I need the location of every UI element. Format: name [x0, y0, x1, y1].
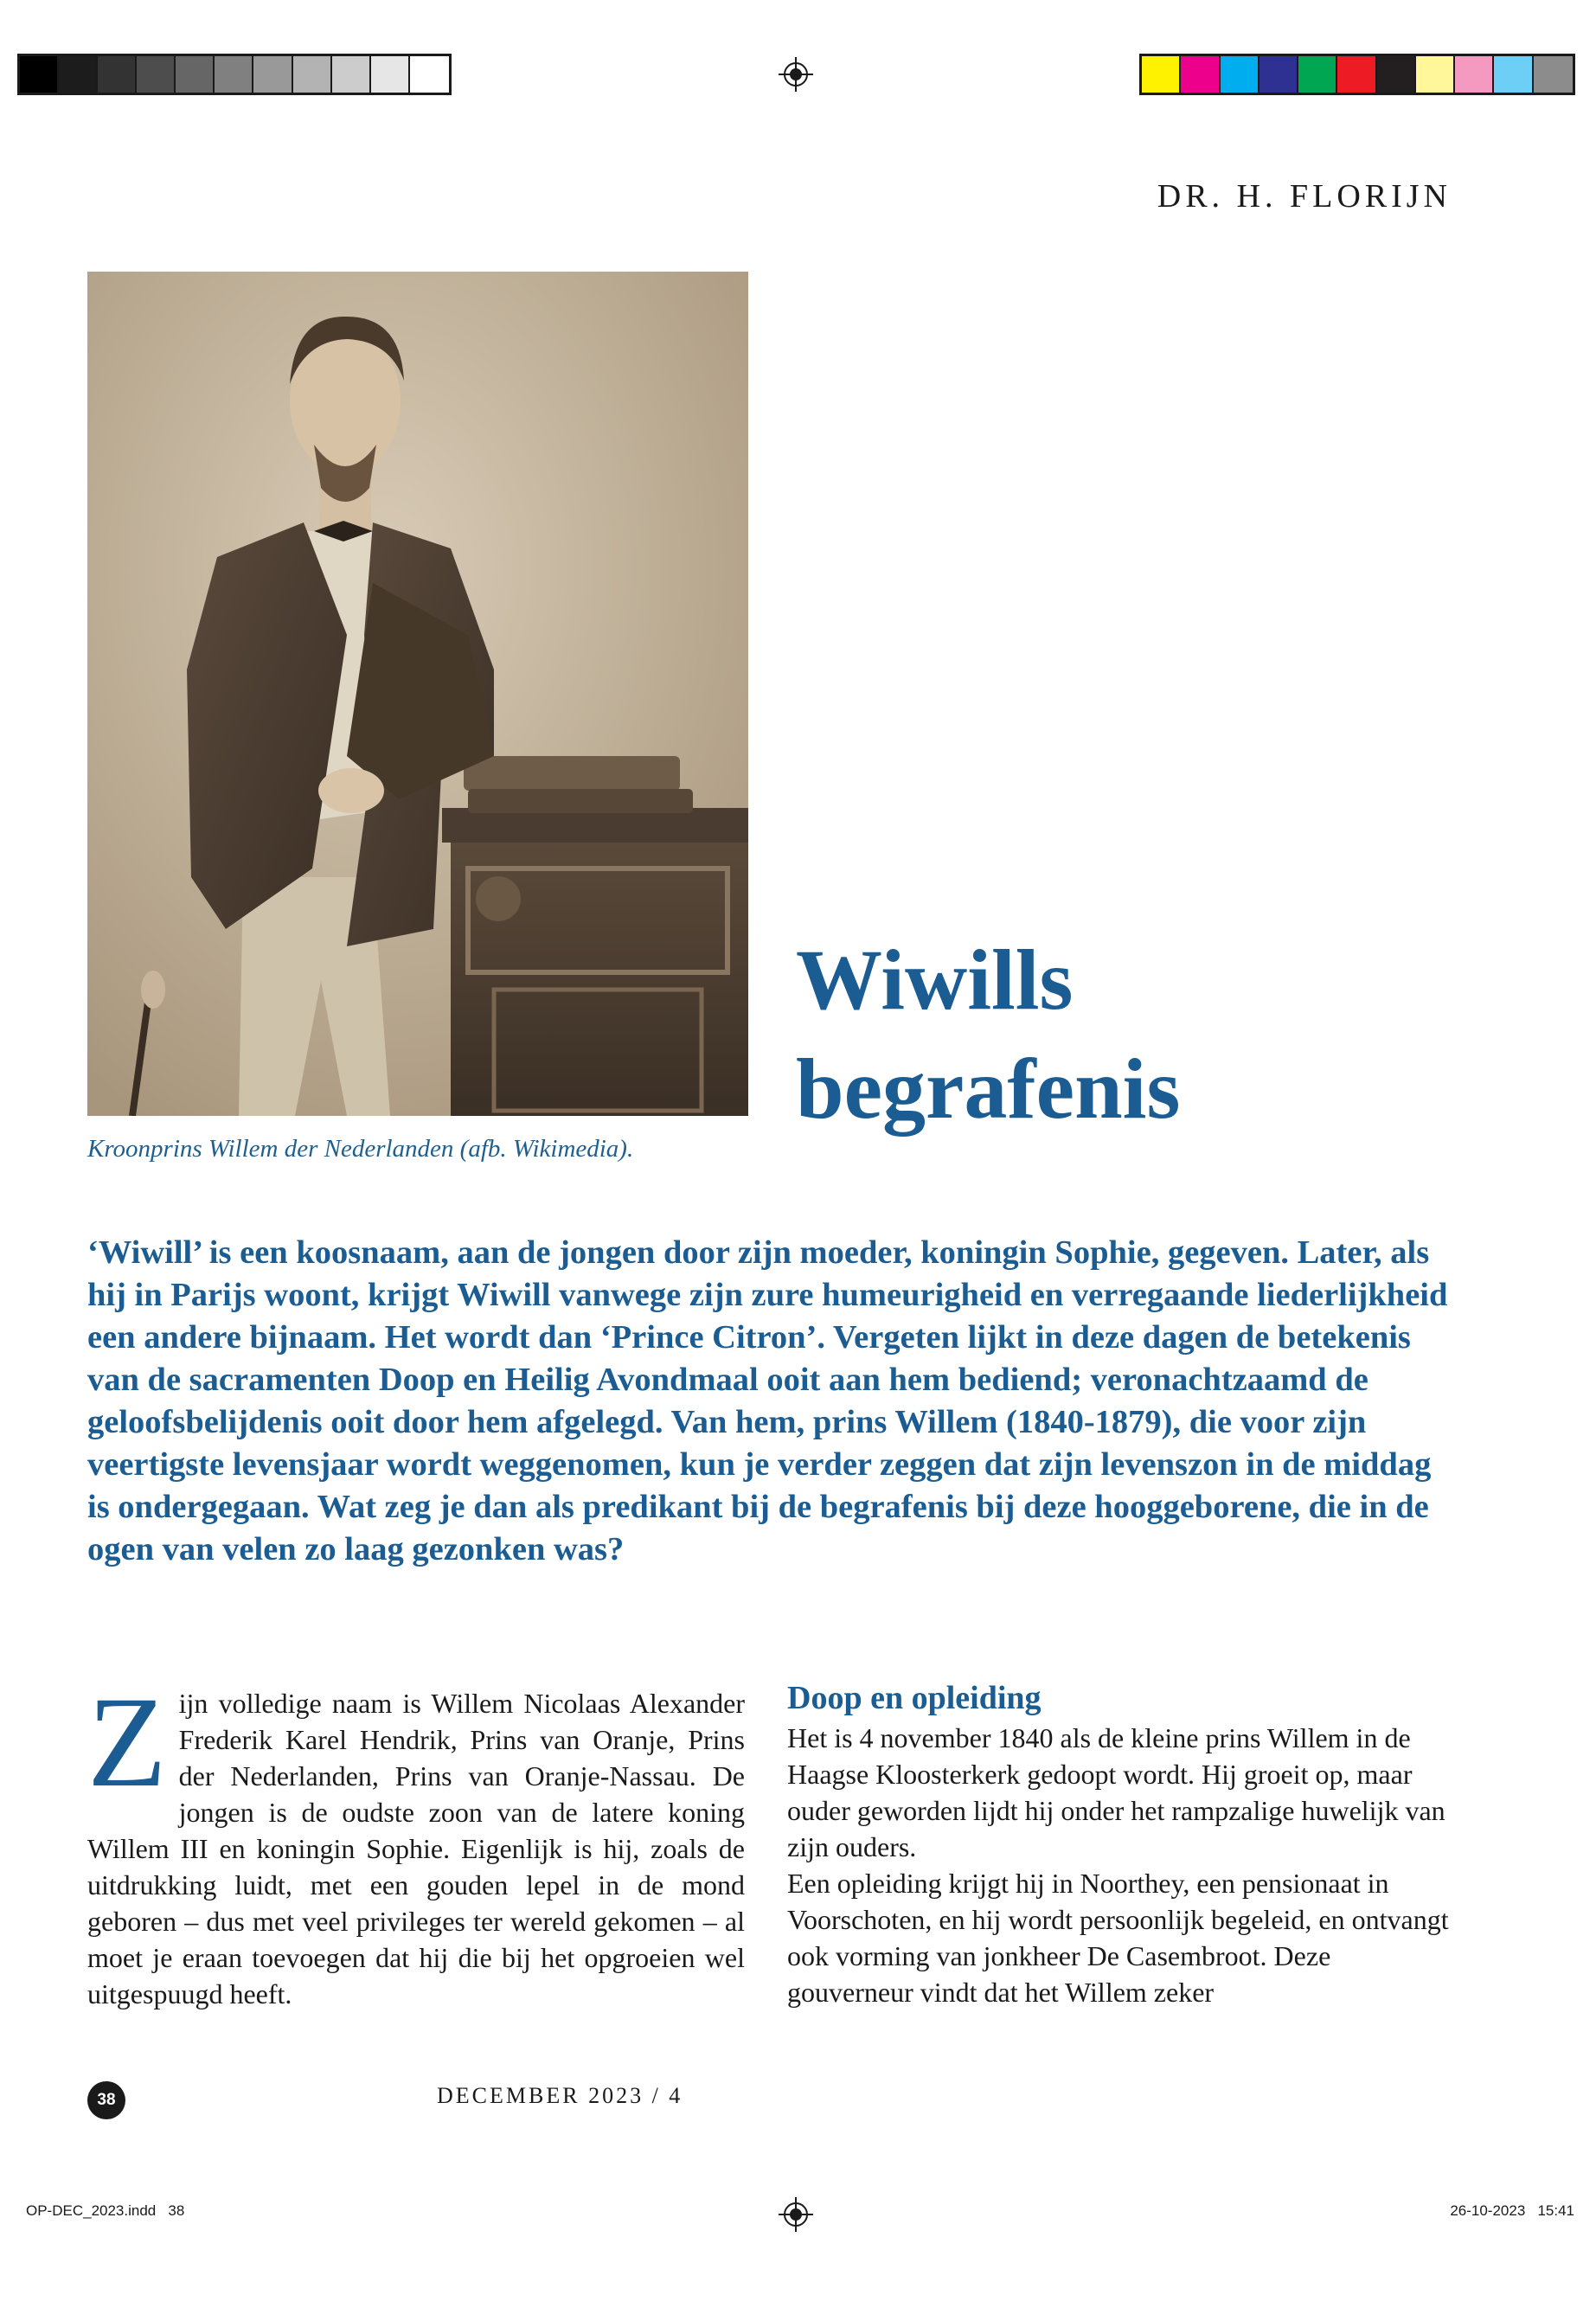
color-swatch	[1534, 56, 1573, 93]
color-swatch	[1181, 56, 1220, 93]
title-line-1: Wiwills	[796, 932, 1074, 1028]
color-swatch	[1337, 56, 1376, 93]
color-swatch	[1259, 56, 1298, 93]
color-calibration-bar	[1139, 54, 1575, 95]
registration-mark-bottom-icon	[779, 2197, 813, 2232]
gray-swatch	[137, 56, 176, 93]
color-swatch	[1455, 56, 1494, 93]
drop-cap: Z	[87, 1670, 167, 1814]
page-number-badge: 38	[87, 2081, 125, 2119]
color-swatch	[1416, 56, 1455, 93]
author-name: DR. H. FLORIJN	[1157, 178, 1452, 215]
gray-swatch	[59, 56, 98, 93]
body-paragraph-2: Een opleiding krijgt hij in Noorthey, een pensionaat in Voorschoten, en hij wordt persoonlijk begeleid, en ontvangt ook vorming van jonkheer De Casembroot. Deze gouverneur vindt dat het Willem zeker	[787, 1868, 1449, 2008]
gray-swatch	[20, 56, 59, 93]
body-column-1	[87, 1670, 745, 2012]
portrait-photo	[87, 272, 748, 1116]
body-paragraph-1: Het is 4 november 1840 als de kleine prins Willem in de Haagse Kloosterkerk gedoopt wordt. Hij groeit op, maar ouder geworden lijdt hij onder het rampzalige huwelijk van zijn ouders.	[787, 1722, 1445, 1862]
gray-swatch	[253, 56, 292, 93]
gray-swatch	[293, 56, 332, 93]
article-intro: ‘Wiwill’ is een koosnaam, aan de jongen door zijn moeder, koningin Sophie, gegeven. Later, als hij in Parijs woont, krijgt Wiwill vanwege zijn zure humeurigheid en verregaande liederlijkheid een andere bijnaam. Het wordt dan ‘Prince Citron’. Vergeten lijkt in deze dagen de betekenis van de sacramenten Doop en Heilig Avondmaal ooit aan hem bediend; veronachtzaamd de geloofsbelijdenis ooit door hem afgelegd. Van hem, prins Willem (1840-1879), die voor zijn veertigste levensjaar wordt weggenomen, kun je verder zeggen dat zijn levenszon in de middag is ondergegaan. Wat zeg je dan als predikant bij de begrafenis bij deze hooggeborene, die in de ogen van velen zo laag gezonken was?	[87, 1234, 1448, 1567]
slug-timestamp: 26-10-2023 15:41	[1450, 2202, 1574, 2219]
gray-swatch	[371, 56, 410, 93]
gray-swatch	[98, 56, 137, 93]
grayscale-calibration-bar	[17, 54, 452, 95]
gray-swatch	[215, 56, 253, 93]
color-swatch	[1142, 56, 1181, 93]
color-swatch	[1298, 56, 1337, 93]
gray-swatch	[410, 56, 449, 93]
color-swatch	[1494, 56, 1533, 93]
title-line-2: begrafenis	[796, 1041, 1181, 1137]
body-text-col1: ijn volledige naam is Willem Nicolaas Alexander Frederik Karel Hendrik, Prins van Oranje, Prins der Nederlanden, Prins van Oranje-Nassau. De jongen is de oudste zoon van de latere koning Willem III en koningin Sophie. Eigenlijk is hij, zoals de uitdrukking luidt, met een gouden lepel in de mond geboren – dus met veel privileges ter wereld gekomen – al moet je eraan toevoegen dat hij die bij het opgroeien wel uitgespuugd heeft.	[87, 1688, 745, 2009]
issue-label: DECEMBER 2023 / 4	[437, 2083, 683, 2108]
registration-mark-top-icon	[779, 57, 813, 92]
photo-caption: Kroonprins Willem der Nederlanden (afb. Wikimedia).	[87, 1135, 634, 1163]
gray-swatch	[332, 56, 371, 93]
gray-swatch	[176, 56, 215, 93]
slug-file-name: OP-DEC_2023.indd 38	[26, 2202, 185, 2219]
article-title	[796, 926, 1557, 1144]
body-column-2	[787, 1678, 1453, 2010]
section-heading: Doop en opleiding	[787, 1680, 1042, 1716]
color-swatch	[1377, 56, 1416, 93]
color-swatch	[1221, 56, 1259, 93]
